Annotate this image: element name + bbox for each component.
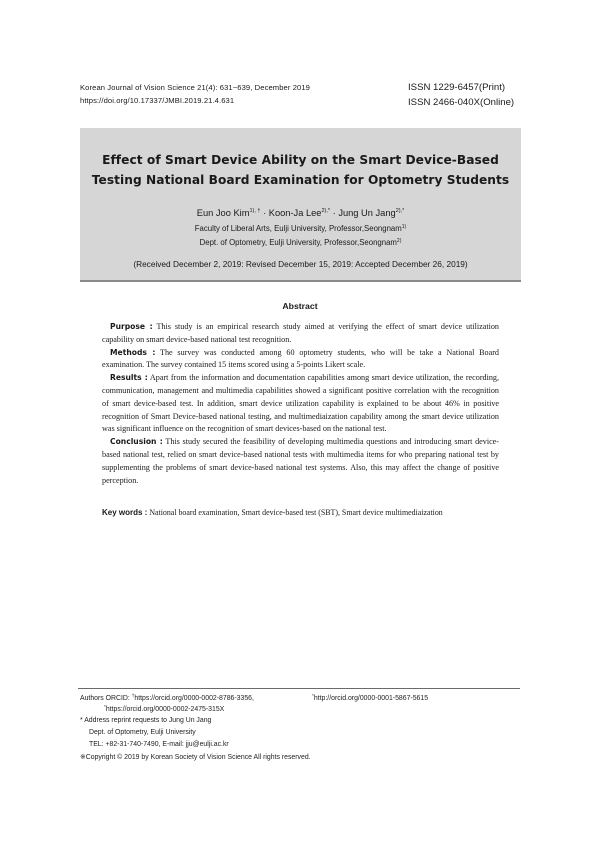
contact-info: TEL: +82-31-740-7490, E-mail: jju@eulji.ac.kr [89, 741, 229, 748]
copyright-notice: ※Copyright © 2019 by Korean Society of Vision Science All rights reserved. [80, 754, 311, 761]
conclusion-text: This study secured the feasibility of developing multimedia questions and introducing smart device-based national test, relied on smart device-based national tests with multimedia items for who preparing national test by supplementing the problems of smart device-based national test systems. Also, this may affect the change of positive perception. [102, 437, 499, 485]
affiliation [80, 238, 521, 247]
methods-text: The survey was conducted among 60 optometry students, who will be take a National Board examination. The survey contained 15 items scored using a 5-points Likert scale. [102, 347, 499, 370]
author-name: Eun Joo Kim [196, 208, 250, 218]
abstract-body [102, 321, 499, 487]
journal-citation: Korean Journal of Vision Science 21(4): 631~639, December 2019 [80, 83, 311, 92]
author-mark: 1), † [249, 208, 261, 214]
title-block [80, 128, 521, 280]
purpose-text: This study is an empirical research study aimed at verifying the effect of smart device utilization capability on smart device-based national test recognition. [102, 322, 499, 344]
results-label: Results : [110, 373, 148, 383]
author-list [80, 208, 521, 218]
author-mark: 2),* [321, 208, 331, 214]
abstract-methods [102, 347, 499, 373]
affiliation-text: Faculty of Liberal Arts, Eulji University, Professor,Seongnam [194, 224, 402, 233]
keywords-text: National board examination, Smart device-based test (SBT), Smart device multimediaization [147, 508, 443, 517]
author-mark: 2),* [395, 208, 405, 214]
keywords [102, 508, 522, 517]
keywords-label: Key words : [102, 508, 148, 517]
footnote-rule [78, 688, 520, 689]
orcid-line [104, 705, 224, 713]
orcid-link[interactable]: https://orcid.org/0000-0002-8786-3356, [134, 695, 254, 702]
affiliation-mark: 1) [401, 224, 407, 230]
author-name: Jung Un Jang [338, 208, 396, 218]
orcid-mark: † [131, 694, 135, 699]
reprint-address: * Address reprint requests to Jung Un Jang [80, 717, 212, 724]
orcid-mark: * [104, 705, 106, 710]
author-name: Koon-Ja Lee [268, 208, 322, 218]
methods-label: Methods : [110, 347, 156, 357]
author-separator: · [330, 208, 339, 218]
issn-print: ISSN 1229-6457(Print) [408, 82, 506, 93]
received-dates: (Received December 2, 2019: Revised December 15, 2019: Accepted December 26, 2019) [133, 259, 468, 269]
paper-title-line-1: Effect of Smart Device Ability on the Smart Device-Based [102, 153, 499, 167]
orcid-line [312, 694, 428, 702]
affiliation-mark: 2) [396, 238, 402, 244]
abstract-purpose [102, 321, 499, 347]
orcid-line [80, 694, 254, 702]
orcid-mark: * [312, 694, 314, 699]
orcid-label: Authors ORCID: [80, 695, 132, 702]
results-text: Apart from the information and documentation capabilities among smart device utilization, the recording, communication, management and multimedia capabilities showed a significant positive correlation with the recognition of smart device-based test. In addition, smart device utilization capability is explained to be about 46% in positive recognition of Smart Device-based national testing, and multimediaization capability among the smart device utilization was significant influence on the recognition of smart devices-based on the national test. [102, 373, 500, 434]
conclusion-label: Conclusion : [110, 437, 163, 447]
title-block-rule [80, 280, 521, 282]
affiliation-text: Dept. of Optometry, Eulji University, Professor,Seongnam [199, 238, 397, 247]
abstract-heading: Abstract [282, 301, 318, 311]
author-separator: · [260, 208, 269, 218]
purpose-label: Purpose : [110, 322, 153, 331]
reprint-department: Dept. of Optometry, Eulji University [89, 729, 196, 736]
affiliation [80, 224, 521, 233]
abstract-results [102, 372, 499, 436]
abstract-conclusion [102, 436, 499, 487]
paper-title-line-2: Testing National Board Examination for Optometry Students [91, 173, 510, 187]
orcid-link[interactable]: https://orcid.org/0000-0002-2475-315X [105, 706, 225, 713]
issn-online: ISSN 2466-040X(Online) [408, 97, 515, 108]
doi-link[interactable]: https://doi.org/10.17337/JMBI.2019.21.4.631 [80, 96, 235, 105]
orcid-link[interactable]: http://orcid.org/0000-0001-5867-5615 [313, 695, 429, 702]
